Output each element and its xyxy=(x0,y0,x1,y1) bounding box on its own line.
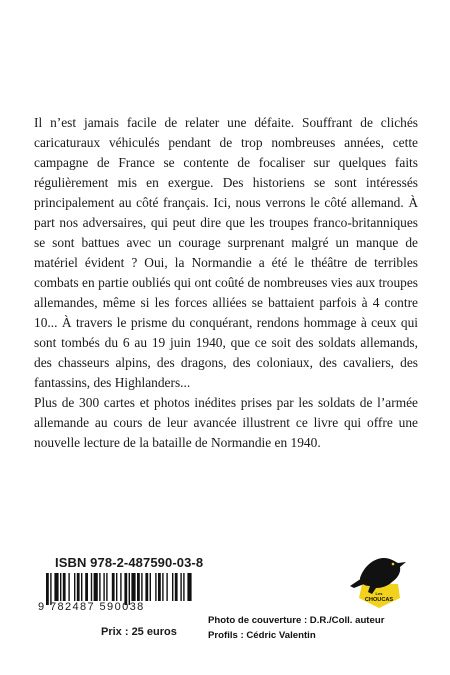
barcode-bar xyxy=(94,573,98,601)
barcode-bar xyxy=(137,573,140,601)
barcode-bar xyxy=(141,573,142,601)
isbn-label: ISBN 978-2-487590-03-8 xyxy=(55,555,204,570)
blurb-paragraph-2: Plus de 300 cartes et photos inédites prises par les soldats de l’armée allemande au cours de leur avancée illustrent ce livre qui offre une nouvelle lecture de la bataille de Normandie en 1940. xyxy=(34,395,418,450)
cover-photo-credit: Photo de couverture : D.R./Coll. auteur xyxy=(208,615,385,626)
barcode-bars xyxy=(38,571,194,623)
barcode-bar xyxy=(85,573,88,601)
barcode-bar xyxy=(74,573,75,601)
barcode-bar xyxy=(175,573,178,601)
barcode-bar xyxy=(106,573,107,601)
barcode-bar xyxy=(91,573,92,601)
barcode-digits: 9 782487 590038 xyxy=(38,601,145,613)
barcode-bar xyxy=(183,573,184,601)
barcode-bar xyxy=(81,573,82,601)
barcode-bar xyxy=(63,573,66,601)
barcode-bar xyxy=(187,573,191,601)
barcode-bar xyxy=(180,573,181,601)
logo-text-les: Les xyxy=(375,591,383,596)
barcode-bar xyxy=(54,573,58,601)
credits xyxy=(208,613,384,643)
barcode-bar xyxy=(68,573,69,601)
price-label: Prix : 25 euros xyxy=(101,626,177,638)
blurb-paragraph-1: Il n’est jamais facile de relater une défaite. Souffrant de clichés caricaturaux véhiculés pendant de trop nombreuses années, cette campagne de France se contente de focaliser sur quelques faits régulièrement mis en exergue. Des historiens se sont intéressés principalement au côté français. Ici, nous verrons le côté allemand. À part nos adversaires, qui peut dire que les troupes franco-britanniques se sont battues avec un courage surprenant malgré un manque de matériel évident ? Oui, la Normandie a été le théâtre de terribles combats en partie oubliés qui ont coûté de nombreuses vies aux troupes allemandes, même si les forces alliées se battaient parfois à 4 contre 10... À travers le prisme du conquérant, rendons hommage à ceux qui sont tombés du 6 au 19 juin 1940, que ce soit des soldats allemands, des chasseurs alpins, des dragons, des coloniaux, des cavaliers, des fantassins, des Highlanders... xyxy=(34,115,418,390)
crow-icon xyxy=(348,548,410,614)
barcode-bar xyxy=(158,573,161,601)
barcode-bar xyxy=(103,573,104,601)
barcode-bar xyxy=(145,573,148,601)
logo-text-choucas: CHOUCAS xyxy=(364,597,394,603)
barcode-bar xyxy=(112,573,115,601)
barcode-bar xyxy=(131,573,135,601)
barcode-bar xyxy=(77,573,80,601)
barcode-bar xyxy=(162,573,163,601)
barcode-bar xyxy=(150,573,151,601)
barcode-bar xyxy=(172,573,173,601)
barcode-bar xyxy=(166,573,167,601)
publisher-logo xyxy=(348,548,410,614)
barcode-bar xyxy=(120,573,121,601)
barcode-bar xyxy=(60,573,61,601)
barcode-bar xyxy=(155,573,156,601)
back-cover-blurb xyxy=(34,113,418,453)
profiles-credit: Profils : Cédric Valentin xyxy=(208,630,316,641)
barcode-bar xyxy=(116,573,117,601)
barcode-bar xyxy=(99,573,100,601)
